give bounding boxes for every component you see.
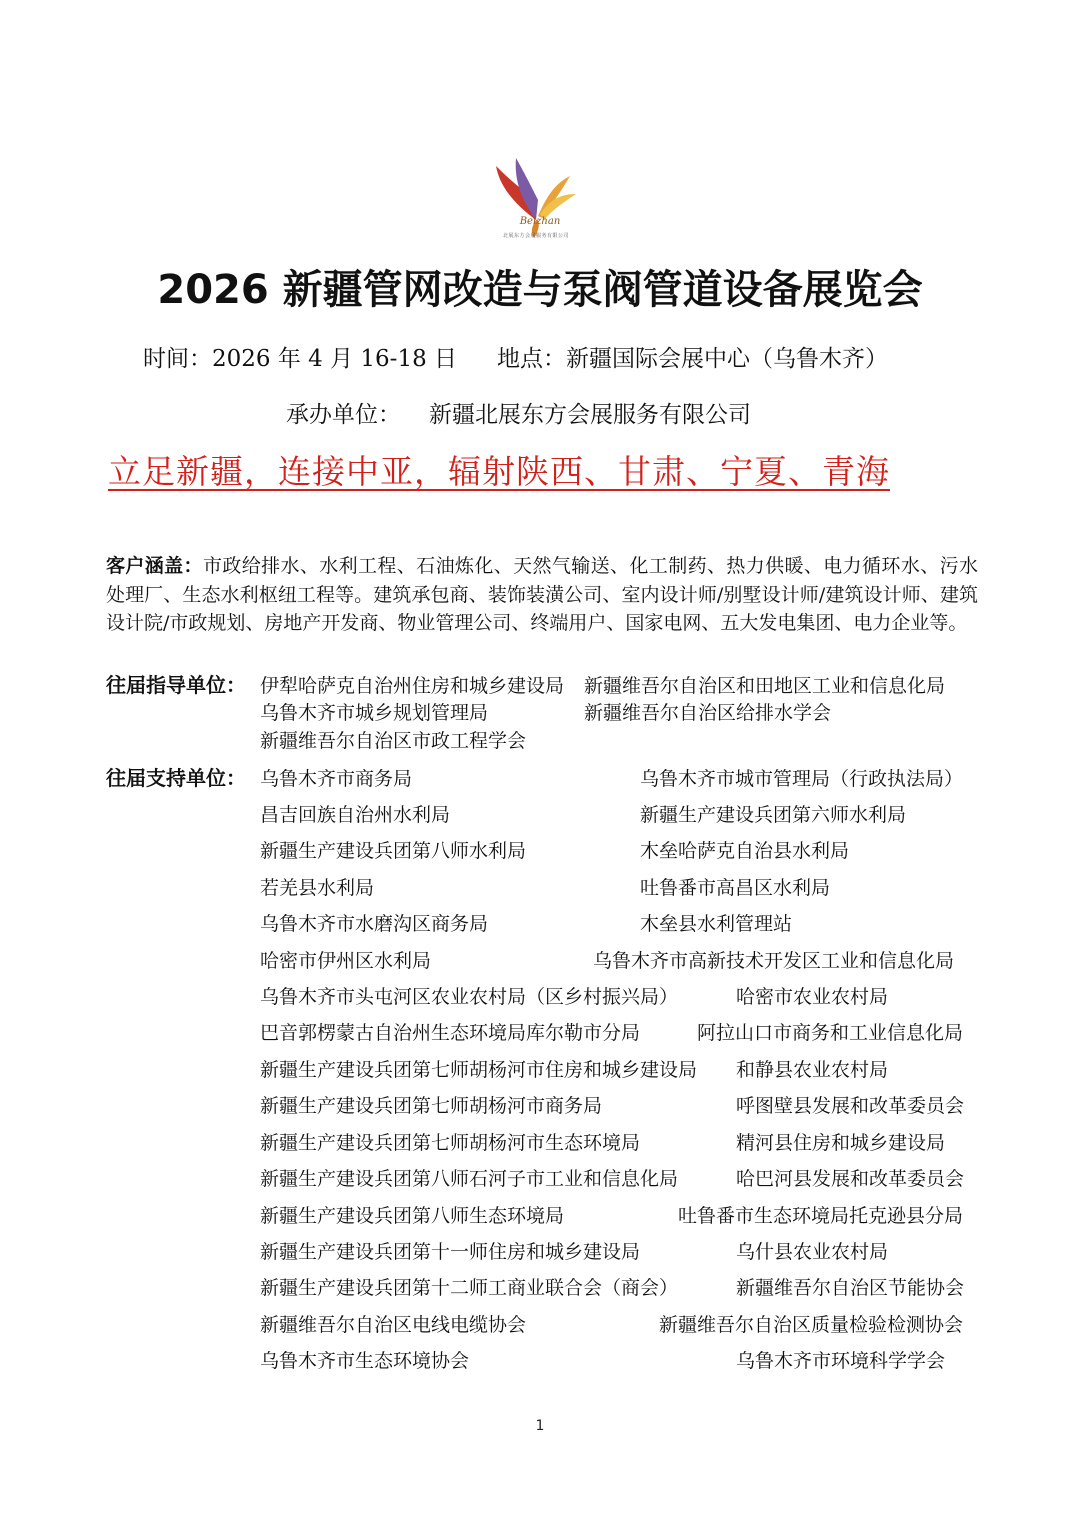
clients-label: 客户涵盖： [106, 555, 203, 577]
page-title: 2026 新疆管网改造与泵阀管道设备展览会 [157, 267, 923, 313]
support-item: 新疆生产建设兵团第七师胡杨河市商务局 [260, 1095, 603, 1117]
support-item: 木垒哈萨克自治县水利局 [640, 840, 850, 862]
support-item: 乌鲁木齐市环境科学学会 [736, 1350, 946, 1372]
support-item: 吐鲁番市生态环境局托克逊县分局 [678, 1205, 964, 1227]
support-item: 新疆生产建设兵团第八师生态环境局 [260, 1205, 565, 1227]
guidance-item: 新疆维吾尔自治区市政工程学会 [260, 730, 527, 752]
support-item: 新疆生产建设兵团第十二师工商业联合会（商会） [260, 1277, 679, 1299]
logo-brand-text: Beizhan [519, 216, 561, 227]
support-item: 新疆维吾尔自治区质量检验检测协会 [659, 1314, 964, 1336]
support-item: 新疆生产建设兵团第七师胡杨河市住房和城乡建设局 [260, 1059, 698, 1081]
support-item: 若羌县水利局 [260, 877, 375, 899]
support-item: 新疆生产建设兵团第七师胡杨河市生态环境局 [260, 1132, 641, 1154]
event-place: 地点：新疆国际会展中心（乌鲁木齐） [497, 346, 889, 372]
support-item: 精河县住房和城乡建设局 [736, 1132, 946, 1154]
clients-paragraph [106, 552, 978, 638]
company-logo [486, 150, 586, 242]
event-info-line [143, 340, 888, 373]
support-item: 新疆维吾尔自治区电线电缆协会 [260, 1314, 527, 1336]
support-item: 哈巴河县发展和改革委员会 [736, 1168, 965, 1190]
support-item: 哈密市农业农村局 [736, 986, 889, 1008]
support-item: 吐鲁番市高昌区水利局 [640, 877, 831, 899]
support-label: 往届支持单位： [106, 766, 246, 790]
page-number: 1 [535, 1418, 545, 1434]
support-item: 乌鲁木齐市商务局 [260, 768, 413, 790]
support-item: 和静县农业农村局 [736, 1059, 889, 1081]
support-item: 乌什县农业农村局 [736, 1241, 889, 1263]
support-item: 乌鲁木齐市生态环境协会 [260, 1350, 470, 1372]
support-item: 新疆生产建设兵团第八师石河子市工业和信息化局 [260, 1168, 679, 1190]
organizer-line [286, 396, 751, 429]
support-item: 哈密市伊州区水利局 [260, 950, 432, 972]
logo-company-text: 北展东方会展服务有限公司 [502, 233, 569, 239]
support-item: 新疆生产建设兵团第十一师住房和城乡建设局 [260, 1241, 641, 1263]
support-item: 乌鲁木齐市水磨沟区商务局 [260, 913, 489, 935]
event-time: 时间：2026 年 4 月 16-18 日 [143, 346, 458, 372]
organizer-value: 新疆北展东方会展服务有限公司 [429, 402, 751, 428]
support-item: 新疆生产建设兵团第八师水利局 [260, 840, 527, 862]
clients-text: 市政给排水、水利工程、石油炼化、天然气输送、化工制药、热力供暖、电力循环水、污水处理厂、生态水利枢纽工程等。建筑承包商、装饰装潢公司、室内设计师/别墅设计师/建筑设计师、建筑设计院/市政规划、房地产开发商、物业管理公司、终端用户、国家电网、五大发电集团、电力企业等。 [106, 555, 978, 634]
support-item: 巴音郭楞蒙古自治州生态环境局库尔勒市分局 [260, 1022, 641, 1044]
guidance-item: 新疆维吾尔自治区给排水学会 [584, 702, 832, 724]
slogan: 立足新疆，连接中亚，辐射陕西、甘肃、宁夏、青海 [108, 452, 890, 491]
support-item: 昌吉回族自治州水利局 [260, 804, 451, 826]
support-item: 新疆生产建设兵团第六师水利局 [640, 804, 907, 826]
support-item: 阿拉山口市商务和工业信息化局 [697, 1022, 964, 1044]
support-item: 木垒县水利管理站 [640, 913, 793, 935]
guidance-item: 乌鲁木齐市城乡规划管理局 [260, 702, 489, 724]
guidance-item: 新疆维吾尔自治区和田地区工业和信息化局 [584, 675, 946, 697]
support-item: 乌鲁木齐市城市管理局（行政执法局） [640, 768, 964, 790]
guidance-item: 伊犁哈萨克自治州住房和城乡建设局 [260, 675, 565, 697]
phoenix-icon [486, 150, 586, 242]
organizer-label: 承办单位： [286, 402, 401, 428]
support-item: 呼图壁县发展和改革委员会 [736, 1095, 965, 1117]
guidance-label: 往届指导单位： [106, 673, 246, 697]
support-item: 乌鲁木齐市高新技术开发区工业和信息化局 [593, 950, 955, 972]
support-item: 乌鲁木齐市头屯河区农业农村局（区乡村振兴局） [260, 986, 679, 1008]
support-item: 新疆维吾尔自治区节能协会 [736, 1277, 965, 1299]
